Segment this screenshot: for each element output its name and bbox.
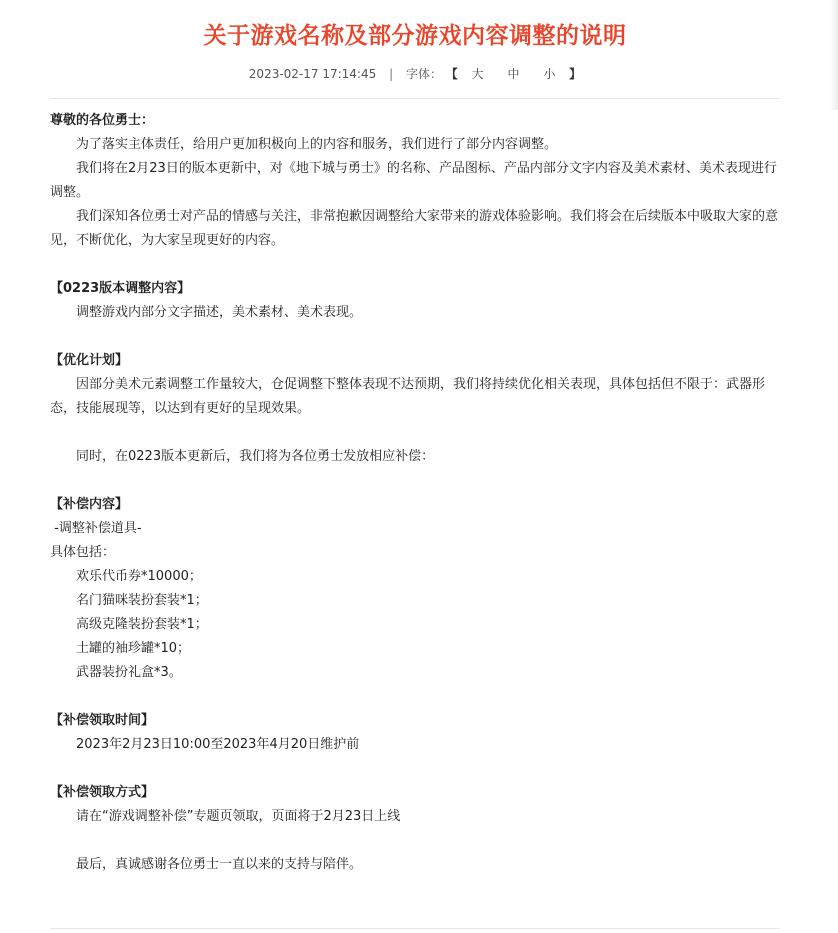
font-size-large-button[interactable]: 大 [471, 67, 484, 81]
section-0223-text: 调整游戏内部分文字描述，美术素材、美术表现。 [76, 305, 363, 320]
spacer [50, 829, 780, 853]
compensation-item: 欢乐代币券*10000； [76, 569, 202, 584]
greeting: 尊敬的各位勇士： [50, 113, 155, 128]
article-title: 关于游戏名称及部分游戏内容调整的说明 [203, 23, 627, 49]
font-size-small-button[interactable]: 小 [543, 67, 556, 81]
compensation-item: 高级克隆装扮套装*1； [76, 617, 208, 632]
font-size-label: 字体： [405, 67, 442, 81]
compensation-includes-label: 具体包括： [50, 545, 116, 560]
font-size-bracket-open: 【 [445, 67, 458, 81]
spacer [50, 325, 780, 349]
header-divider [50, 98, 780, 99]
publish-date: 2023-02-17 17:14:45 [248, 67, 377, 81]
compensation-notice: 同时，在0223版本更新后，我们将为各位勇士发放相应补偿： [76, 449, 435, 464]
scrollbar-track[interactable] [830, 0, 838, 110]
section-time-heading: 【补偿领取时间】 [50, 713, 155, 728]
section-compensation-heading: 【补偿内容】 [50, 497, 129, 512]
compensation-item: 名门猫咪装扮套装*1； [76, 593, 208, 608]
compensation-item: 土罐的袖珍罐*10； [76, 641, 191, 656]
article-meta [50, 64, 780, 84]
meta-separator: | [389, 67, 394, 81]
section-plan-text: 因部分美术元素调整工作量较大，仓促调整下整体表现不达预期，我们将持续优化相关表现，具体包括但不限于：武器形态，技能展现等，以达到有更好的呈现效果。 [50, 377, 766, 416]
compensation-item: 武器装扮礼盒*3。 [76, 665, 182, 680]
spacer [50, 421, 780, 445]
spacer [50, 253, 780, 277]
article-body [50, 109, 780, 877]
intro-paragraph-2: 我们将在2月23日的版本更新中，对《地下城与勇士》的名称、产品图标、产品内部分文字内容及美术素材、美术表现进行调整。 [50, 161, 777, 200]
spacer [50, 757, 780, 781]
spacer [50, 685, 780, 709]
closing-text: 最后，真诚感谢各位勇士一直以来的支持与陪伴。 [76, 857, 363, 872]
compensation-subheading: -调整补偿道具- [50, 521, 142, 536]
font-size-bracket-close: 】 [569, 67, 582, 81]
section-method-heading: 【补偿领取方式】 [50, 785, 155, 800]
intro-paragraph-1: 为了落实主体责任，给用户更加积极向上的内容和服务，我们进行了部分内容调整。 [76, 137, 558, 152]
section-0223-heading: 【0223版本调整内容】 [50, 281, 191, 296]
footer-divider [50, 928, 780, 929]
section-method-text: 请在“游戏调整补偿”专题页领取，页面将于2月23日上线 [76, 809, 401, 824]
font-size-medium-button[interactable]: 中 [507, 67, 520, 81]
section-time-text: 2023年2月23日10:00至2023年4月20日维护前 [76, 737, 360, 752]
section-plan-heading: 【优化计划】 [50, 353, 129, 368]
spacer [50, 469, 780, 493]
article [50, 0, 780, 877]
intro-paragraph-3: 我们深知各位勇士对产品的情感与关注，非常抱歉因调整给大家带来的游戏体验影响。我们将会在后续版本中吸取大家的意见，不断优化，为大家呈现更好的内容。 [50, 209, 779, 248]
